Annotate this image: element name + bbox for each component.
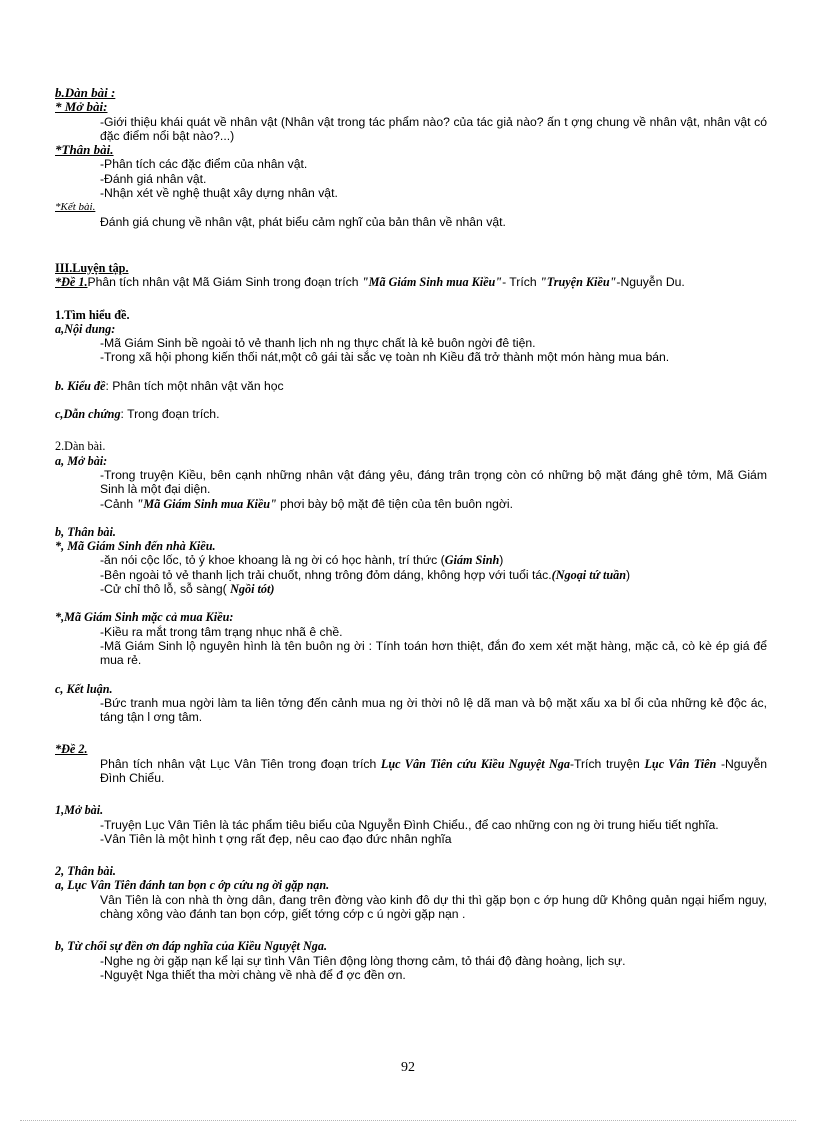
kieu-de-label: b. Kiểu đề — [55, 378, 106, 393]
de2-sub-a-text: Vân Tiên là con nhà th ờng dân, đang trên đờng vào kinh đô dự thi thì gặp bọn c ớp hung dữ Không quản ngại hiểm nguy, chàng xông vào đánh tan bọn cớp, giết tớng cớp c ú ngời gặp nạn . — [100, 892, 767, 922]
de1-title-a: "Mã Giám Sinh mua Kiều" — [361, 275, 503, 290]
ket-luan-text: -Bức tranh mua ngời làm ta liên tởng đến cảnh mua ng ời thời nô lệ dã man và bộ mặt xấu xa bỉ ổi của những kẻ độc ác, táng tận l ơng tâm. — [100, 695, 767, 725]
ket-bai-label: *Kết bài. — [55, 201, 96, 214]
mo-bai-2-label: a, Mở bài: — [55, 453, 108, 468]
luyen-tap-title: III.Luyện tập. — [55, 260, 129, 275]
page-content — [55, 86, 767, 982]
than-bai-item: -Nhận xét về nghệ thuật xây dựng nhân vật. — [100, 186, 338, 201]
noi-dung-label: a,Nội dung: — [55, 321, 116, 336]
sub1-item: -Bên ngoài tỏ vẻ thanh lịch trải chuốt, nhng trông đỏm dáng, không hợp với tuổi tác.(Ngoại tứ tuần) — [100, 567, 631, 582]
sub2-label: *,Mã Giám Sinh mặc cả mua Kiều: — [55, 610, 234, 625]
mo-bai-text: -Giới thiệu khái quát về nhân vật (Nhân vật trong tác phẩm nào? của tác giả nào? ấn t ợng chung về nhân vật, nhân vật có đặc điểm nổi bật nào?...) — [100, 114, 767, 143]
than-bai-item: -Đánh giá nhân vật. — [100, 171, 207, 186]
dan-bai-2-title: 2.Dàn bài. — [55, 439, 106, 454]
de2-than-bai-label: 2, Thân bài. — [55, 864, 116, 879]
sub1-label: *, Mã Giám Sinh đến nhà Kiều. — [55, 539, 216, 554]
de2-paragraph: Phân tích nhân vật Lục Vân Tiên trong đoạn trích Lục Vân Tiên cứu Kiều Nguyệt Nga-Trích truyện Lục Vân Tiên -Nguyễn Đình Chiểu. — [100, 756, 768, 785]
sub1-item: -Cử chỉ thô lỗ, sỗ sàng( Ngồi tót) — [100, 582, 275, 597]
than-bai-item: -Phân tích các đặc điểm của nhân vật. — [100, 157, 308, 172]
mo-bai-label: * Mở bài: — [55, 99, 108, 115]
noi-dung-item: -Trong xã hội phong kiến thối nát,một cô gái tài sắc vẹ toàn nh Kiều đã trở thành một món hàng mua bán. — [100, 350, 670, 365]
dan-chung-label: c,Dẫn chứng — [55, 407, 121, 422]
mo-bai-2-item: -Cảnh "Mã Giám Sinh mua Kiều" phơi bày bộ mặt đê tiện của tên buôn ngời. — [100, 496, 513, 511]
de2-mo-bai-item: -Truyện Lục Vân Tiên là tác phẩm tiêu biểu của Nguyễn Đình Chiểu., để cao những con ng ời trung hiếu tiết nghĩa. — [100, 817, 719, 832]
page-number: 92 — [401, 1060, 415, 1075]
de1-label: *Đề 1. — [55, 275, 88, 290]
de2-mo-bai-item: -Vân Tiên là một hình t ợng rất đẹp, nêu cao đạo đức nhân nghĩa — [100, 831, 452, 846]
dan-bai-title: b.Dàn bài : — [55, 85, 116, 100]
de2-label: *Đề 2. — [55, 742, 88, 757]
than-bai-label: *Thân bài. — [55, 142, 114, 158]
de2-mo-bai-label: 1,Mở bài. — [55, 803, 104, 818]
page-bottom-divider — [20, 1120, 796, 1121]
de2-sub-b-item: -Nguyệt Nga thiết tha mời chàng về nhà để đ ợc đền ơn. — [100, 967, 406, 982]
sub1-item: -ăn nói cộc lốc, tỏ ý khoe khoang là ng ời có học hành, trí thức (Giám Sinh) — [100, 553, 504, 568]
ket-bai-text: Đánh giá chung về nhân vật, phát biểu cảm nghĩ của bản thân về nhân vật. — [100, 214, 506, 229]
dan-chung-line: c,Dẫn chứng: Trong đoạn trích. — [55, 407, 220, 422]
sub2-item: -Mã Giám Sinh lộ nguyên hình là tên buôn ng ời : Tính toán hơn thiệt, đắn đo xem xét mặt hàng, mặc cả, cò kè ép giá để mua rẻ. — [100, 638, 767, 668]
de2-sub-b-item: -Nghe ng ời gặp nạn kể lại sự tình Vân Tiên động lòng thơng cảm, tỏ thái độ đàng hoàng, lịch sự. — [100, 953, 626, 968]
de2-sub-b-label: b, Từ chối sự đền ơn đáp nghĩa của Kiều Nguyệt Nga. — [55, 939, 328, 954]
ket-luan-label: c, Kết luận. — [55, 681, 113, 696]
de1-title-b: "Truyện Kiều" — [539, 275, 617, 290]
noi-dung-item: -Mã Giám Sinh bề ngoài tỏ vẻ thanh lịch nh ng thực chất là kẻ buôn ngời đê tiện. — [100, 336, 536, 351]
sub2-item: -Kiều ra mắt trong tâm trạng nhục nhã ê chề. — [100, 624, 343, 639]
de2-sub-a-label: a, Lục Vân Tiên đánh tan bọn c ớp cứu ng ời gặp nạn. — [55, 878, 330, 893]
than-bai-2-label: b, Thân bài. — [55, 524, 116, 539]
kieu-de-line: b. Kiểu đề: Phân tích một nhân vật văn học — [55, 378, 284, 393]
tim-hieu-title: 1.Tìm hiểu đề. — [55, 307, 130, 322]
mo-bai-2-item: -Trong truyện Kiều, bên cạnh những nhân vật đáng yêu, đáng trân trọng còn có những bộ mặt đáng ghê tởm, Mã Giám Sinh là một đại diện. — [100, 467, 767, 497]
de1-paragraph: *Đề 1.Phân tích nhân vật Mã Giám Sinh trong đoạn trích "Mã Giám Sinh mua Kiều"- Trích "Truyện Kiều"-Nguyễn Du. — [55, 275, 685, 290]
